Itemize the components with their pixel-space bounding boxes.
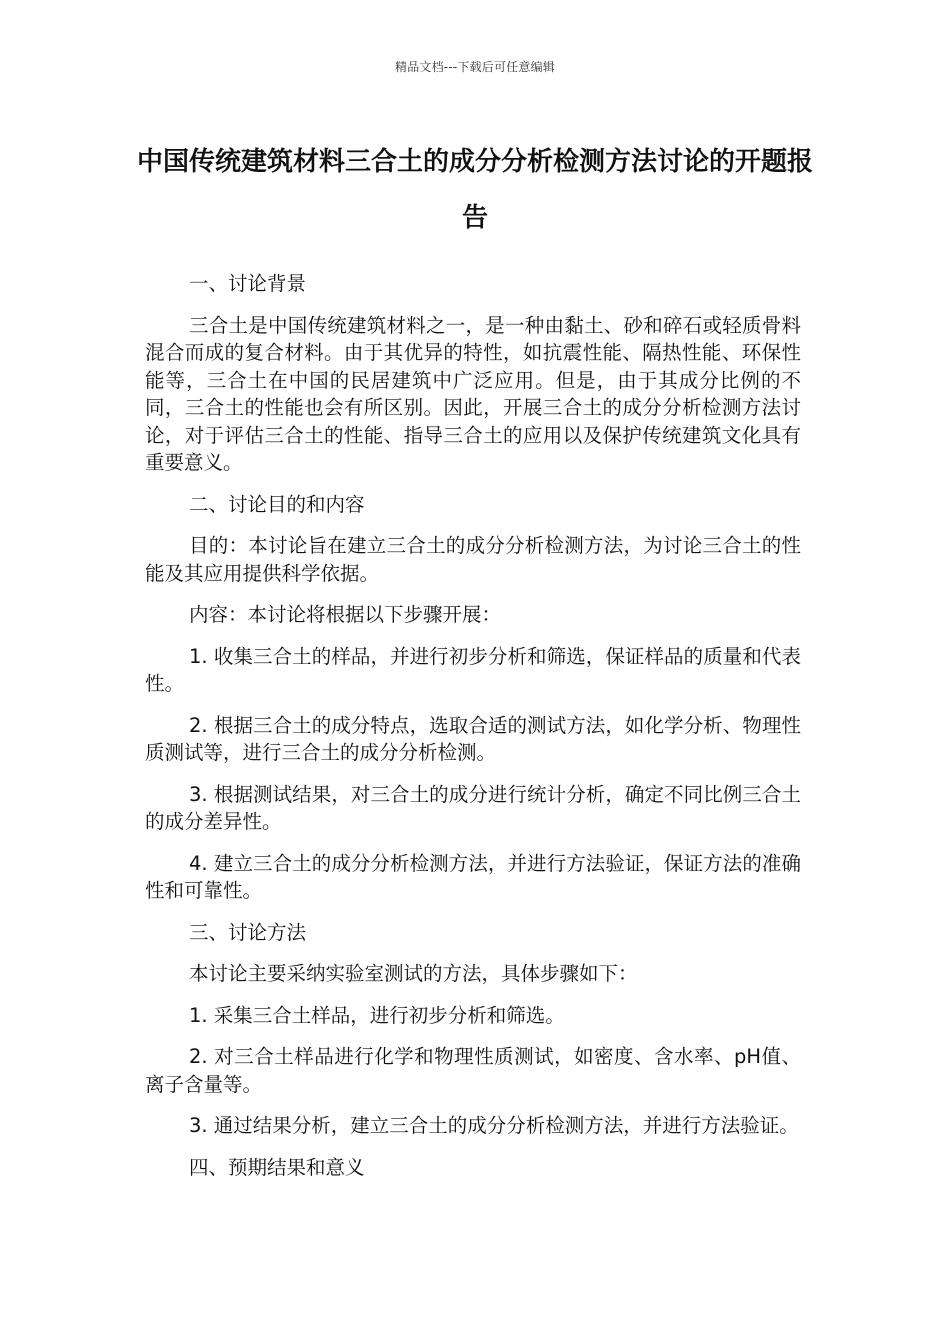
- document-body: [145, 270, 801, 1195]
- section-heading-method: 三、讨论方法: [189, 920, 307, 944]
- content-intro-paragraph: 内容：本讨论将根据以下步骤开展：: [189, 603, 502, 626]
- content-step: 2. 根据三合土的成分特点，选取合适的测试方法，如化学分析、物理性质测试等，进行三合土的成分分析检测。: [145, 713, 801, 764]
- content-step: 4. 建立三合土的成分分析检测方法，并进行方法验证，保证方法的准确性和可靠性。: [145, 851, 801, 902]
- section-heading-expected-results: 四、预期结果和意义: [189, 1155, 365, 1179]
- method-step: 1. 采集三合土样品，进行初步分析和筛选。: [189, 1003, 565, 1027]
- content-step: 1. 收集三合土的样品，并进行初步分析和筛选，保证样品的质量和代表性。: [145, 644, 801, 695]
- header-note: 精品文档---下载后可任意编辑: [395, 60, 555, 74]
- purpose-paragraph: 目的：本讨论旨在建立三合土的成分分析检测方法，为讨论三合土的性能及其应用提供科学依据。: [145, 534, 801, 585]
- section-heading-background: 一、讨论背景: [189, 272, 307, 295]
- method-intro-paragraph: 本讨论主要采纳实验室测试的方法，具体步骤如下：: [189, 962, 638, 985]
- content-step: 3. 根据测试结果，对三合土的成分进行统计分析，确定不同比例三合土的成分差异性。: [145, 782, 801, 833]
- method-step: 3. 通过结果分析，建立三合土的成分分析检测方法，并进行方法验证。: [189, 1114, 799, 1137]
- background-paragraph: 三合土是中国传统建筑材料之一，是一种由黏土、砂和碎石或轻质骨料混合而成的复合材料。由于其优异的特性，如抗震性能、隔热性能、环保性能等，三合土在中国的民居建筑中广泛应用。但是，由于其成分比例的不同，三合土的性能也会有所区别。因此，开展三合土的成分分析检测方法讨论，对于评估三合土的性能、指导三合土的应用以及保护传统建筑文化具有重要意义。: [145, 313, 801, 474]
- method-step: 2. 对三合土样品进行化学和物理性质测试，如密度、含水率、pH值、离子含量等。: [145, 1045, 801, 1096]
- document-title: 中国传统建筑材料三合土的成分分析检测方法讨论的开题报告: [136, 147, 813, 233]
- section-heading-purpose: 二、讨论目的和内容: [189, 492, 365, 516]
